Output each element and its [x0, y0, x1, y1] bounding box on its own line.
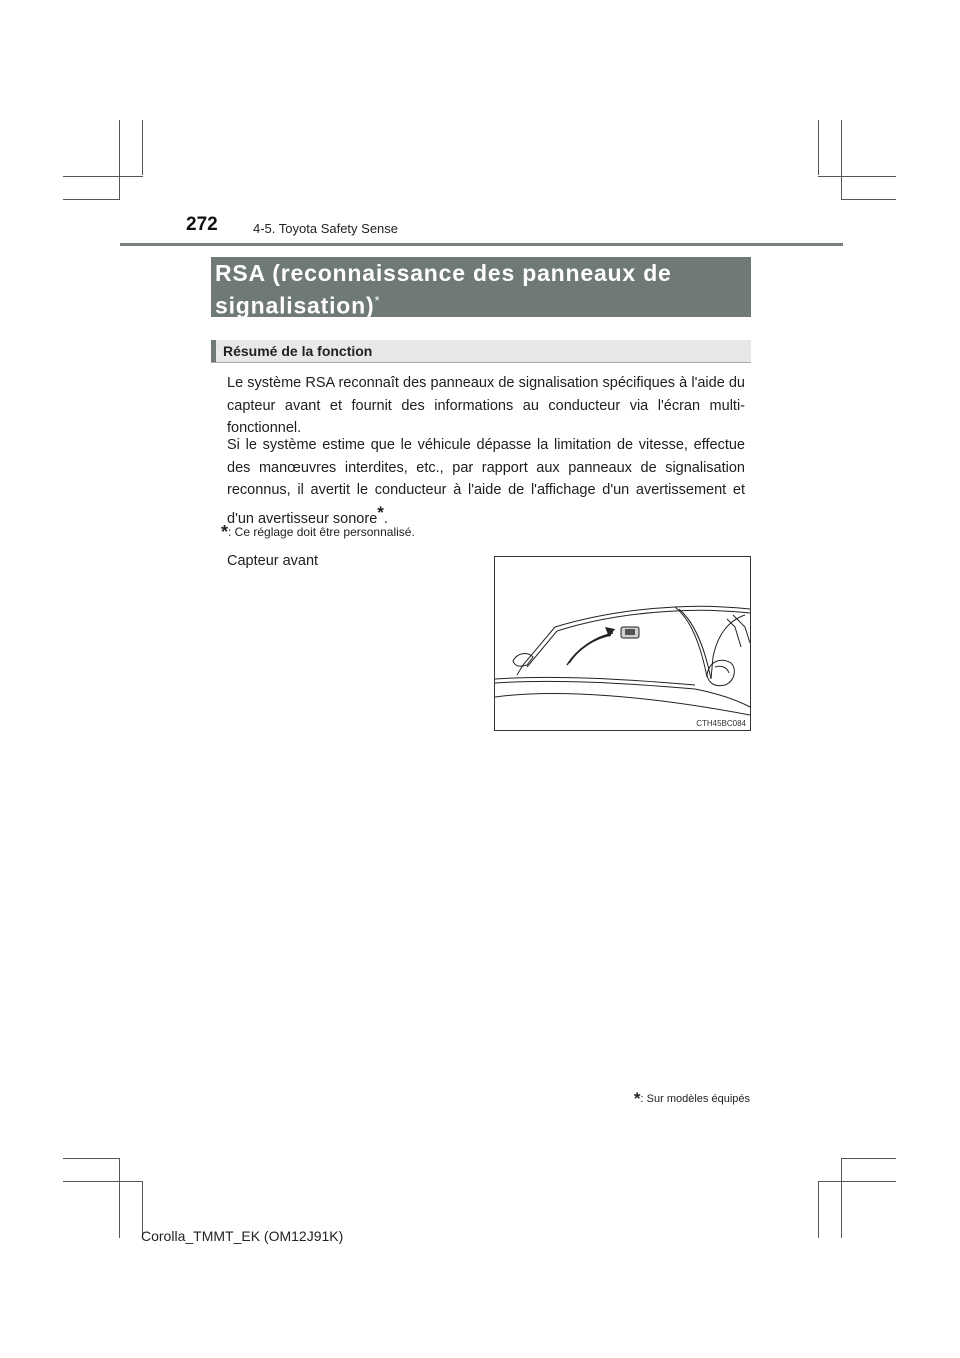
page-title: RSA (reconnaissance des panneaux de signalisation): [215, 260, 672, 319]
crop-mark: [119, 1158, 120, 1238]
footer-document-id: Corolla_TMMT_EK (OM12J91K): [141, 1228, 344, 1244]
crop-mark: [841, 1158, 896, 1159]
section-label: 4-5. Toyota Safety Sense: [253, 221, 399, 236]
bottom-note-text: : Sur modèles équipés: [640, 1093, 750, 1105]
crop-mark: [841, 199, 896, 200]
paragraph-1: Le système RSA reconnaît des panneaux de signalisation spécifiques à l'aide du capteur avant et fournit des informations au conducteur via l'écran multi-fonctionnel.: [227, 375, 745, 436]
paragraph-2: [227, 434, 745, 530]
crop-mark: [818, 120, 819, 175]
crop-mark: [818, 1181, 896, 1182]
paragraph-2-end: .: [383, 510, 388, 527]
footnote: [221, 522, 415, 543]
crop-mark: [63, 176, 143, 177]
windshield-illustration: [495, 557, 750, 730]
paragraph-2-marker: *: [377, 502, 384, 522]
title-marker: *: [374, 293, 380, 308]
subheading-bar: [211, 340, 216, 362]
figure-label: Capteur avant: [227, 553, 319, 569]
crop-mark: [63, 199, 120, 200]
crop-mark: [818, 176, 896, 177]
bottom-note-marker: *: [633, 1089, 641, 1108]
crop-mark: [63, 1181, 143, 1182]
title-banner: [211, 257, 751, 317]
footnote-marker: *: [221, 522, 229, 542]
crop-mark: [841, 1158, 842, 1238]
subheading-text: Résumé de la fonction: [223, 343, 373, 359]
crop-mark: [841, 120, 842, 200]
figure-code: CTH45BC084: [696, 719, 746, 728]
crop-mark: [818, 1181, 819, 1238]
bottom-note: [634, 1089, 750, 1109]
windshield-figure: [494, 556, 751, 731]
header-rule: [120, 243, 843, 246]
crop-mark: [119, 120, 120, 200]
crop-mark: [63, 1158, 120, 1159]
page-number: 272: [186, 214, 218, 235]
footnote-text: : Ce réglage doit être personnalisé.: [228, 525, 415, 539]
crop-mark: [142, 120, 143, 175]
paragraph-2-text: Si le système estime que le véhicule dépasse la limitation de vitesse, effectue des manœuvres interdites, etc., par rapport aux panneaux de signalisation reconnus, il avertit le conducteur à l'aide de l'affichage d'un avertissement et d'un avertisseur sonore: [227, 437, 745, 527]
subheading: [211, 340, 751, 363]
